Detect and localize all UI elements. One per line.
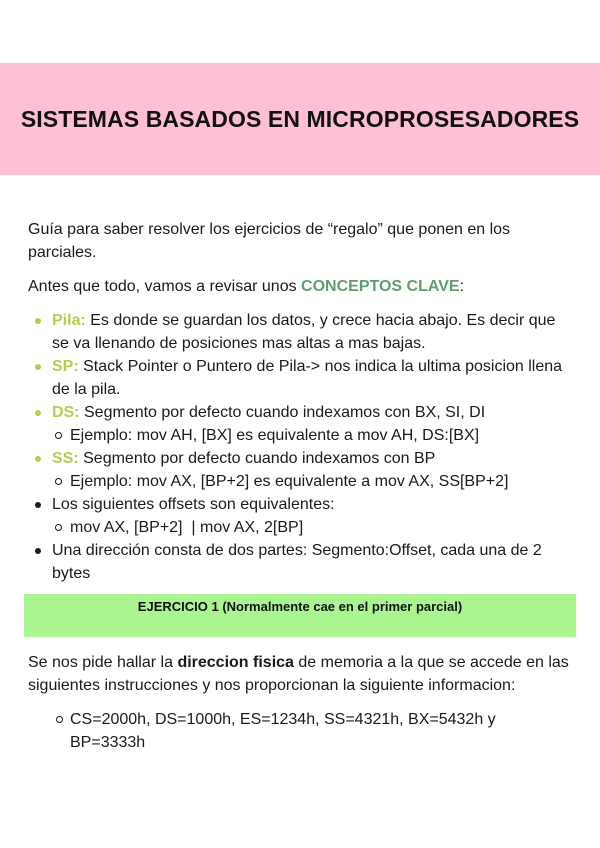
concepts-lead-colon: : bbox=[459, 278, 465, 295]
term-pila: Pila: bbox=[52, 312, 86, 329]
list-item bbox=[28, 493, 573, 539]
definition-sp: Stack Pointer o Puntero de Pila-> nos indica la ultima posicion llena de la pila. bbox=[52, 358, 563, 398]
list-item bbox=[28, 309, 573, 355]
term-sp: SP: bbox=[52, 358, 79, 375]
term-ss: SS: bbox=[52, 450, 79, 467]
exercise-body bbox=[28, 651, 573, 697]
title-band bbox=[0, 63, 600, 175]
page-title: SISTEMAS BASADOS EN MICROPROSESADORES bbox=[20, 105, 580, 132]
example-ss: Ejemplo: mov AX, [BP+2] es equivalente a mov AX, SS[BP+2] bbox=[52, 470, 573, 493]
exercise-body-end: de memoria a la que se accede en las siguientes instrucciones y nos proporcionan la siguiente informacion: bbox=[28, 654, 569, 694]
example-ds: Ejemplo: mov AH, [BX] es equivalente a mov AH, DS:[BX] bbox=[52, 424, 573, 447]
register-values: CS=2000h, DS=1000h, ES=1234h, SS=4321h, BX=5432h y BP=3333h bbox=[28, 708, 573, 754]
list-item bbox=[28, 447, 573, 493]
exercise-body-start: Se nos pide hallar la bbox=[28, 654, 178, 671]
exercise-body-bold: direccion fisica bbox=[177, 654, 294, 671]
list-item bbox=[28, 401, 573, 447]
sub-list bbox=[52, 516, 573, 539]
offsets-example: mov AX, [BP+2] | mov AX, 2[BP] bbox=[52, 516, 573, 539]
sub-list bbox=[52, 424, 573, 447]
definition-ds: Segmento por defecto cuando indexamos con BX, SI, DI bbox=[79, 404, 486, 421]
concepts-lead bbox=[28, 275, 573, 298]
exercise-section bbox=[28, 651, 573, 754]
list-item bbox=[28, 355, 573, 401]
intro-paragraph: Guía para saber resolver los ejercicios de “regalo” que ponen en los parciales. bbox=[28, 221, 511, 261]
sub-list bbox=[52, 470, 573, 493]
concepts-lead-text: Antes que todo, vamos a revisar unos bbox=[28, 278, 302, 295]
definition-ss: Segmento por defecto cuando indexamos con BP bbox=[78, 450, 436, 467]
exercise-title: EJERCICIO 1 (Normalmente cae en el primer parcial) bbox=[137, 599, 463, 614]
offsets-text: Los siguientes offsets son equivalentes: bbox=[52, 496, 335, 513]
term-ds: DS: bbox=[52, 404, 80, 421]
exercise-heading-band bbox=[24, 594, 576, 637]
address-text: Una dirección consta de dos partes: Segmento:Offset, cada una de 2 bytes bbox=[52, 542, 542, 582]
list-item bbox=[28, 539, 573, 585]
concepts-section bbox=[28, 218, 573, 585]
concepts-highlight: CONCEPTOS CLAVE bbox=[301, 278, 460, 295]
exercise-data-list bbox=[28, 708, 573, 754]
definition-pila: Es donde se guardan los datos, y crece hacia abajo. Es decir que se va llenando de posiciones mas altas a mas bajas. bbox=[52, 312, 556, 352]
concepts-list bbox=[28, 309, 573, 585]
